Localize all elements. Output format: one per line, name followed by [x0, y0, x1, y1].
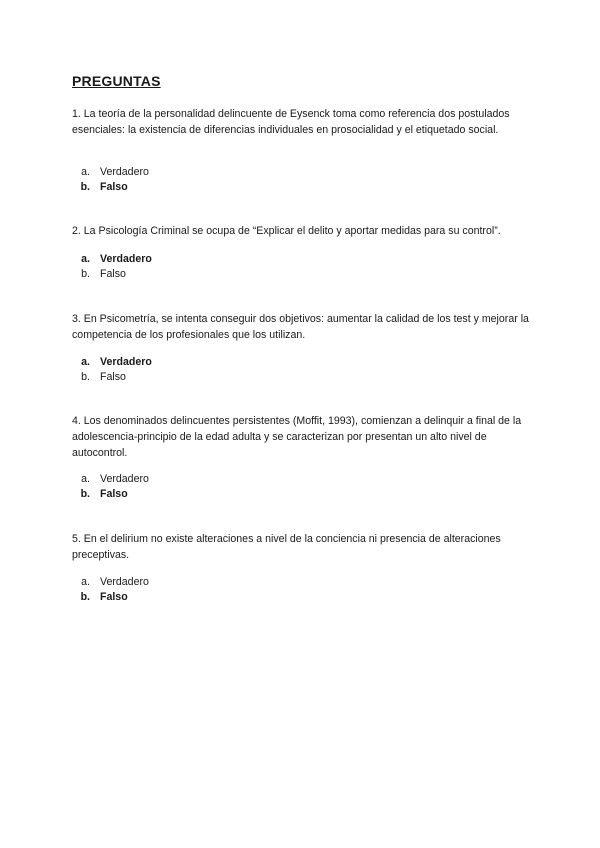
question-2-option-b	[72, 267, 152, 282]
option-letter: b.	[81, 268, 90, 280]
question-2-option-a	[72, 252, 152, 267]
option-label: Verdadero	[100, 356, 152, 368]
option-letter: a.	[81, 473, 90, 485]
question-3-options	[72, 355, 152, 385]
question-3-option-a	[72, 355, 152, 370]
option-label: Falso	[100, 591, 128, 603]
question-4-options	[72, 472, 149, 502]
option-label: Verdadero	[100, 576, 149, 588]
question-3-option-b	[72, 370, 152, 385]
option-letter: a.	[81, 356, 90, 368]
option-label: Falso	[100, 488, 128, 500]
option-label: Falso	[100, 371, 126, 383]
option-letter: a.	[81, 166, 90, 178]
page-title: PREGUNTAS	[72, 73, 161, 89]
question-4-option-a	[72, 472, 149, 487]
question-5-text: 5. En el delirium no existe alteraciones a nivel de la conciencia ni presencia de alteraciones preceptivas.	[72, 533, 501, 561]
option-label: Falso	[100, 181, 128, 193]
option-letter: a.	[81, 253, 90, 265]
question-1-option-b	[72, 180, 149, 195]
question-1-options	[72, 165, 149, 195]
option-letter: b.	[81, 371, 90, 383]
option-label: Verdadero	[100, 473, 149, 485]
question-5-options	[72, 575, 149, 605]
option-label: Verdadero	[100, 166, 149, 178]
question-2-text: 2. La Psicología Criminal se ocupa de “Explicar el delito y aportar medidas para su control”.	[72, 225, 501, 237]
question-5-option-a	[72, 575, 149, 590]
option-label: Verdadero	[100, 253, 152, 265]
question-1-text: 1. La teoría de la personalidad delincuente de Eysenck toma como referencia dos postulados esenciales: la existencia de diferencias individuales en prosocialidad y el etiquetado social.	[72, 108, 510, 136]
question-4-text: 4. Los denominados delincuentes persistentes (Moffit, 1993), comienzan a delinquir a final de la adolescencia-principio de la edad adulta y se caracterizan por presentan un alto nivel de autocontrol.	[72, 415, 522, 459]
option-letter: a.	[81, 576, 90, 588]
question-2-options	[72, 252, 152, 282]
question-5-option-b	[72, 590, 149, 605]
question-4-option-b	[72, 487, 149, 502]
option-letter: b.	[80, 591, 90, 603]
question-3-text: 3. En Psicometría, se intenta conseguir dos objetivos: aumentar la calidad de los test y mejorar la competencia de los profesionales que los utilizan.	[72, 313, 529, 341]
option-letter: b.	[80, 181, 90, 193]
option-label: Falso	[100, 268, 126, 280]
question-1-option-a	[72, 165, 149, 180]
option-letter: b.	[80, 488, 90, 500]
